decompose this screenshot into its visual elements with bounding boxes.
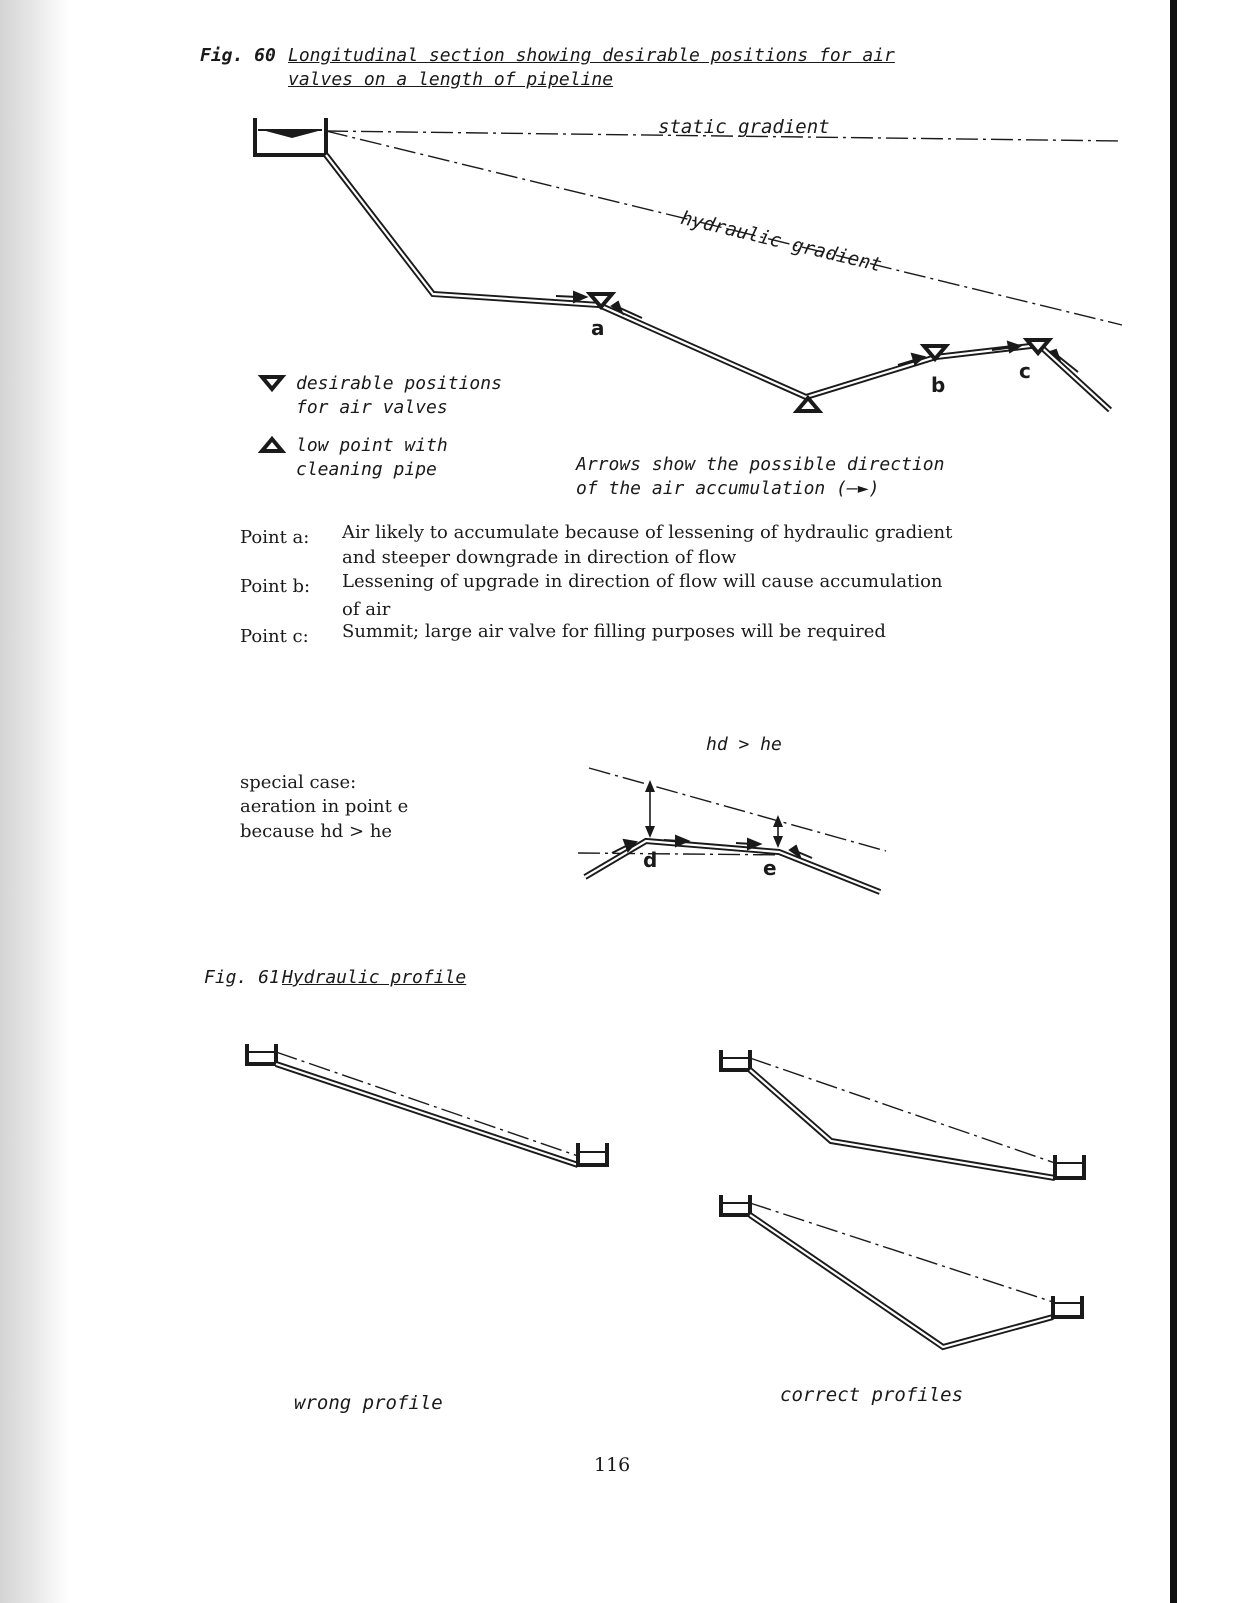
wrong-profile-caption: wrong profile: [294, 1392, 443, 1414]
legend-low-line2: cleaning pipe: [296, 459, 437, 480]
special-line1: special case:: [240, 772, 357, 793]
special-line2: aeration in point e: [240, 796, 409, 817]
note-c-line1: Summit; large air valve for filling purposes will be required: [342, 621, 886, 642]
point-a-label: a: [591, 316, 605, 340]
note-b-label: Point b:: [240, 576, 311, 597]
note-b-line2: of air: [342, 599, 391, 620]
correct-profile-2: [721, 1195, 1082, 1347]
legend-valve-line2: for air valves: [296, 397, 448, 418]
wrong-profile: [247, 1044, 607, 1165]
fig61-title: Hydraulic profile: [282, 967, 467, 988]
note-a-label: Point a:: [240, 527, 310, 548]
point-b-label: b: [931, 373, 946, 397]
arrows-note-line1: Arrows show the possible direction: [576, 454, 945, 475]
arrows-note-line2: of the air accumulation (—►): [576, 478, 880, 499]
correct-profile-1: [721, 1050, 1084, 1178]
note-a-line2: and steeper downgrade in direction of flow: [342, 547, 737, 568]
point-c-label: c: [1019, 359, 1031, 383]
fig60-title-line2: valves on a length of pipeline: [288, 69, 614, 90]
point-d-label: d: [643, 848, 658, 872]
point-e-label: e: [763, 856, 777, 880]
legend-valve-line1: desirable positions: [296, 373, 502, 394]
hydraulic-gradient-label: hydraulic gradient: [678, 206, 884, 277]
fig60-title-line1: Longitudinal section showing desirable positions for air: [288, 45, 895, 66]
fig60-label: Fig. 60: [200, 45, 276, 66]
special-line3: because hd > he: [240, 821, 393, 842]
note-a-line1: Air likely to accumulate because of lessening of hydraulic gradient: [342, 522, 953, 543]
note-c-label: Point c:: [240, 626, 309, 647]
legend-low-line1: low point with: [296, 435, 448, 456]
correct-profiles-caption: correct profiles: [780, 1384, 964, 1406]
page-number: 116: [594, 1454, 631, 1476]
static-gradient-label: static gradient: [658, 116, 830, 138]
special-formula: hd > he: [706, 734, 782, 755]
fig61-label: Fig. 61: [204, 967, 280, 988]
note-b-line1: Lessening of upgrade in direction of flow will cause accumulation: [342, 571, 943, 592]
